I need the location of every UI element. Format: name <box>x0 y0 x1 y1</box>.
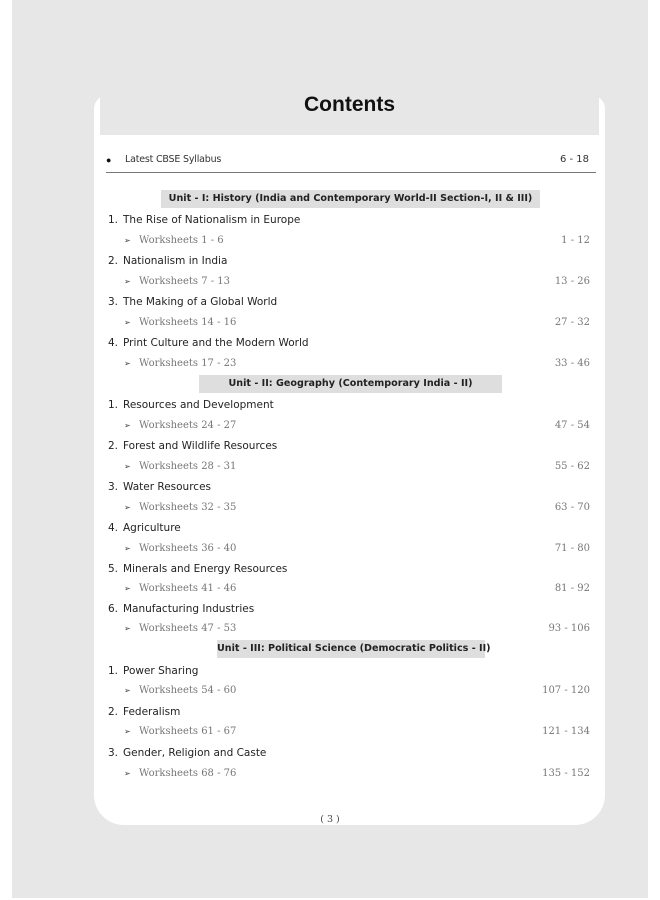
chapter-number: 3. <box>108 481 119 493</box>
worksheet-label: Worksheets 61 - 67 <box>139 726 237 737</box>
bullet-dot-icon: ● <box>106 155 112 165</box>
worksheet-row[interactable] <box>0 272 660 292</box>
arrowhead-bullet-icon: ➢ <box>124 421 131 430</box>
worksheet-pages: 47 - 54 <box>554 420 590 431</box>
arrowhead-bullet-icon: ➢ <box>124 236 131 245</box>
chapter-number: 4. <box>108 337 119 349</box>
worksheet-pages: 71 - 80 <box>554 543 590 554</box>
chapter-number: 2. <box>108 255 119 267</box>
worksheet-label: Worksheets 28 - 31 <box>139 461 237 472</box>
arrowhead-bullet-icon: ➢ <box>124 359 131 368</box>
worksheet-pages: 27 - 32 <box>554 317 590 328</box>
worksheet-pages: 13 - 26 <box>554 276 590 287</box>
chapter-title: Nationalism in India <box>123 255 228 267</box>
chapter-row[interactable] <box>0 251 660 271</box>
worksheet-pages: 93 - 106 <box>548 623 590 634</box>
worksheet-row[interactable] <box>0 764 660 784</box>
worksheet-label: Worksheets 47 - 53 <box>139 623 237 634</box>
chapter-row[interactable] <box>0 477 660 497</box>
chapter-title: Gender, Religion and Caste <box>123 747 267 759</box>
chapter-title: Federalism <box>123 706 181 718</box>
worksheet-label: Worksheets 32 - 35 <box>139 502 237 513</box>
worksheet-label: Worksheets 41 - 46 <box>139 583 237 594</box>
chapter-title: Resources and Development <box>123 399 274 411</box>
chapter-number: 3. <box>108 747 119 759</box>
chapter-row[interactable] <box>0 395 660 415</box>
worksheet-pages: 135 - 152 <box>542 768 590 779</box>
worksheet-label: Worksheets 68 - 76 <box>139 768 237 779</box>
chapter-row[interactable] <box>0 210 660 230</box>
worksheet-row[interactable] <box>0 416 660 436</box>
worksheet-row[interactable] <box>0 681 660 701</box>
worksheet-label: Worksheets 1 - 6 <box>139 235 224 246</box>
arrowhead-bullet-icon: ➢ <box>124 584 131 593</box>
chapter-title: Power Sharing <box>123 665 199 677</box>
arrowhead-bullet-icon: ➢ <box>124 544 131 553</box>
arrowhead-bullet-icon: ➢ <box>124 686 131 695</box>
page-title: Contents <box>304 93 395 116</box>
chapter-number: 1. <box>108 214 119 226</box>
page-number: ( 3 ) <box>320 814 340 825</box>
arrowhead-bullet-icon: ➢ <box>124 503 131 512</box>
chapter-title: Forest and Wildlife Resources <box>123 440 278 452</box>
arrowhead-bullet-icon: ➢ <box>124 462 131 471</box>
chapter-number: 2. <box>108 706 119 718</box>
worksheet-row[interactable] <box>0 457 660 477</box>
chapter-number: 5. <box>108 563 119 575</box>
worksheet-pages: 81 - 92 <box>554 583 590 594</box>
chapter-row[interactable] <box>0 661 660 681</box>
worksheet-row[interactable] <box>0 579 660 599</box>
worksheet-row[interactable] <box>0 354 660 374</box>
worksheet-row[interactable] <box>0 539 660 559</box>
worksheet-pages: 107 - 120 <box>542 685 590 696</box>
chapter-row[interactable] <box>0 292 660 312</box>
worksheet-pages: 121 - 134 <box>542 726 590 737</box>
syllabus-row[interactable] <box>0 150 660 170</box>
syllabus-label: Latest CBSE Syllabus <box>125 154 222 165</box>
chapter-title: Agriculture <box>123 522 181 534</box>
chapter-number: 1. <box>108 665 119 677</box>
worksheet-label: Worksheets 54 - 60 <box>139 685 237 696</box>
syllabus-pages: 6 - 18 <box>559 154 589 165</box>
worksheet-label: Worksheets 24 - 27 <box>139 420 237 431</box>
worksheet-label: Worksheets 36 - 40 <box>139 543 237 554</box>
chapter-row[interactable] <box>0 518 660 538</box>
chapter-row[interactable] <box>0 599 660 619</box>
divider <box>106 172 596 173</box>
chapter-number: 1. <box>108 399 119 411</box>
chapter-title: Manufacturing Industries <box>123 603 255 615</box>
worksheet-row[interactable] <box>0 313 660 333</box>
worksheet-label: Worksheets 14 - 16 <box>139 317 237 328</box>
worksheet-label: Worksheets 17 - 23 <box>139 358 237 369</box>
worksheet-row[interactable] <box>0 722 660 742</box>
arrowhead-bullet-icon: ➢ <box>124 318 131 327</box>
worksheet-label: Worksheets 7 - 13 <box>139 276 231 287</box>
chapter-row[interactable] <box>0 436 660 456</box>
chapter-title: Print Culture and the Modern World <box>123 337 309 349</box>
arrowhead-bullet-icon: ➢ <box>124 277 131 286</box>
unit-banner-history: Unit - I: History (India and Contemporary World-II Section-I, II & III) <box>161 190 540 208</box>
worksheet-row[interactable] <box>0 498 660 518</box>
chapter-number: 6. <box>108 603 119 615</box>
worksheet-pages: 33 - 46 <box>554 358 590 369</box>
chapter-number: 2. <box>108 440 119 452</box>
chapter-title: Water Resources <box>123 481 211 493</box>
unit-banner-geography: Unit - II: Geography (Contemporary India - II) <box>199 375 502 393</box>
worksheet-row[interactable] <box>0 231 660 251</box>
chapter-number: 3. <box>108 296 119 308</box>
chapter-row[interactable] <box>0 702 660 722</box>
worksheet-pages: 63 - 70 <box>554 502 590 513</box>
chapter-number: 4. <box>108 522 119 534</box>
chapter-row[interactable] <box>0 333 660 353</box>
arrowhead-bullet-icon: ➢ <box>124 727 131 736</box>
worksheet-pages: 1 - 12 <box>561 235 590 246</box>
worksheet-pages: 55 - 62 <box>554 461 590 472</box>
chapter-title: Minerals and Energy Resources <box>123 563 288 575</box>
arrowhead-bullet-icon: ➢ <box>124 624 131 633</box>
chapter-title: The Rise of Nationalism in Europe <box>123 214 301 226</box>
worksheet-row[interactable] <box>0 619 660 639</box>
chapter-title: The Making of a Global World <box>123 296 278 308</box>
arrowhead-bullet-icon: ➢ <box>124 769 131 778</box>
unit-banner-political-science: Unit - III: Political Science (Democratic Politics - II) <box>217 640 485 658</box>
chapter-row[interactable] <box>0 559 660 579</box>
chapter-row[interactable] <box>0 743 660 763</box>
